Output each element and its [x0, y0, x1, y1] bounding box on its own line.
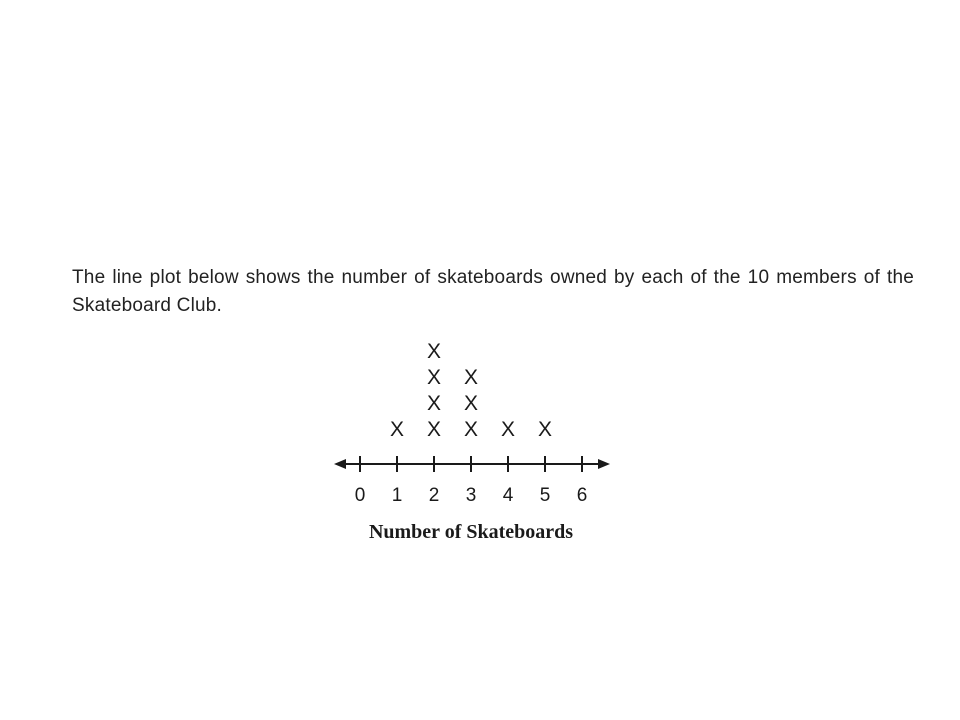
tick-label-2: 2 — [428, 485, 440, 506]
right-arrow-icon — [598, 459, 610, 469]
number-line — [334, 456, 610, 472]
x-mark-3-2: X — [463, 392, 479, 415]
tick-label-3: 3 — [465, 485, 477, 506]
x-marks — [390, 340, 552, 441]
x-mark-4-1: X — [500, 418, 516, 441]
question-text: The line plot below shows the number of skateboards owned by each of the 10 members of the Skateboard Club. — [72, 267, 914, 316]
tick-label-4: 4 — [502, 485, 514, 506]
x-mark-2-2: X — [426, 392, 442, 415]
x-mark-1-1: X — [389, 418, 405, 441]
tick-labels — [355, 485, 588, 506]
tick-label-6: 6 — [576, 485, 588, 506]
x-mark-3-3: X — [463, 366, 479, 389]
tick-label-1: 1 — [391, 485, 403, 506]
x-mark-3-1: X — [463, 418, 479, 441]
tick-label-5: 5 — [539, 485, 551, 506]
x-mark-5-1: X — [537, 418, 553, 441]
x-mark-2-4: X — [426, 340, 442, 363]
x-axis-title: Number of Skateboards — [368, 521, 574, 543]
tick-label-0: 0 — [354, 485, 366, 506]
x-mark-2-3: X — [426, 366, 442, 389]
left-arrow-icon — [334, 459, 346, 469]
x-mark-2-1: X — [426, 418, 442, 441]
